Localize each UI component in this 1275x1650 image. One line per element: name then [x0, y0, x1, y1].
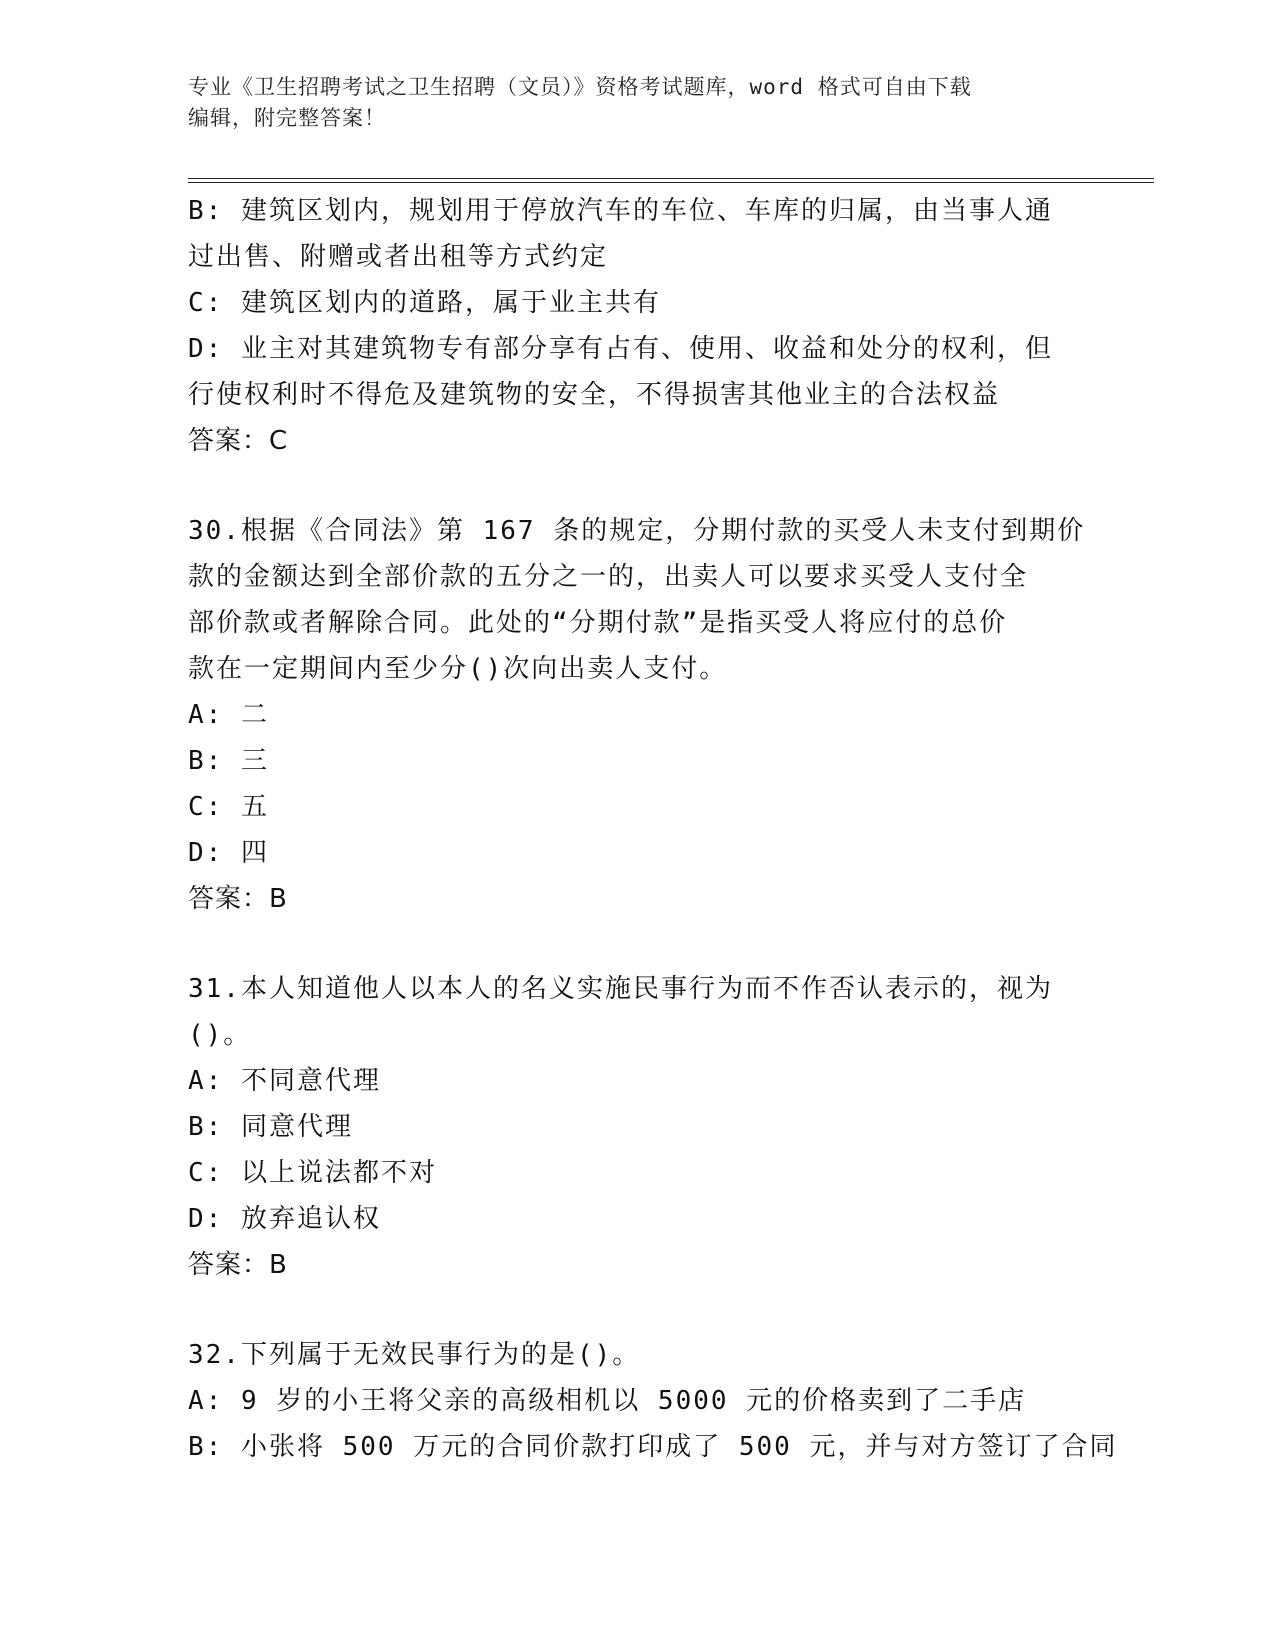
option-a: A: 不同意代理 — [188, 1066, 381, 1096]
option-a: A: 9 岁的小王将父亲的高级相机以 5000 元的价格卖到了二手店 — [188, 1386, 1027, 1416]
spacer — [188, 464, 1088, 508]
option-c: C: 以上说法都不对 — [188, 1158, 437, 1188]
question-30 — [188, 508, 1088, 922]
document-header — [188, 72, 1088, 134]
option-b: B: 小张将 500 万元的合同价款打印成了 500 元，并与对方签订了合同 — [188, 1432, 1118, 1462]
question-stem-line: 32.下列属于无效民事行为的是()。 — [188, 1340, 641, 1370]
option-c: C: 建筑区划内的道路，属于业主共有 — [188, 288, 661, 318]
answer: 答案：C — [188, 426, 289, 456]
option-b-line-1: B: 建筑区划内，规划用于停放汽车的车位、车库的归属，由当事人通 — [188, 196, 1053, 226]
option-a: A: 二 — [188, 700, 269, 730]
question-32 — [188, 1332, 1118, 1470]
option-c: C: 五 — [188, 792, 269, 822]
spacer — [188, 1288, 1088, 1332]
header-line-2: 编辑，附完整答案！ — [188, 106, 386, 130]
answer: 答案：B — [188, 1250, 288, 1280]
spacer — [188, 922, 1088, 966]
question-stem-line: ()。 — [188, 1020, 252, 1050]
question-stem-line: 款在一定期间内至少分()次向出卖人支付。 — [188, 654, 728, 684]
option-d: D: 放弃追认权 — [188, 1204, 381, 1234]
header-line-1: 专业《卫生招聘考试之卫生招聘（文员）》资格考试题库，word 格式可自由下载 — [188, 75, 972, 99]
question-stem-line: 部价款或者解除合同。此处的“分期付款”是指买受人将应付的总价 — [188, 608, 1008, 638]
option-d: D: 四 — [188, 838, 269, 868]
question-31 — [188, 966, 1088, 1288]
question-stem-line: 31.本人知道他人以本人的名义实施民事行为而不作否认表示的，视为 — [188, 974, 1053, 1004]
question-content — [188, 188, 1118, 1470]
option-b-line-2: 过出售、附赠或者出租等方式约定 — [188, 242, 609, 272]
option-b: B: 同意代理 — [188, 1112, 353, 1142]
question-stem-line: 款的金额达到全部价款的五分之一的，出卖人可以要求买受人支付全 — [188, 562, 1029, 592]
prev-question — [188, 188, 1088, 464]
option-b: B: 三 — [188, 746, 269, 776]
question-stem-line: 30.根据《合同法》第 167 条的规定，分期付款的买受人未支付到期价 — [188, 516, 1086, 546]
option-d-line-2: 行使权利时不得危及建筑物的安全，不得损害其他业主的合法权益 — [188, 380, 1001, 410]
answer: 答案：B — [188, 884, 288, 914]
header-double-rule — [188, 178, 1154, 183]
option-d-line-1: D: 业主对其建筑物专有部分享有占有、使用、收益和处分的权利，但 — [188, 334, 1053, 364]
